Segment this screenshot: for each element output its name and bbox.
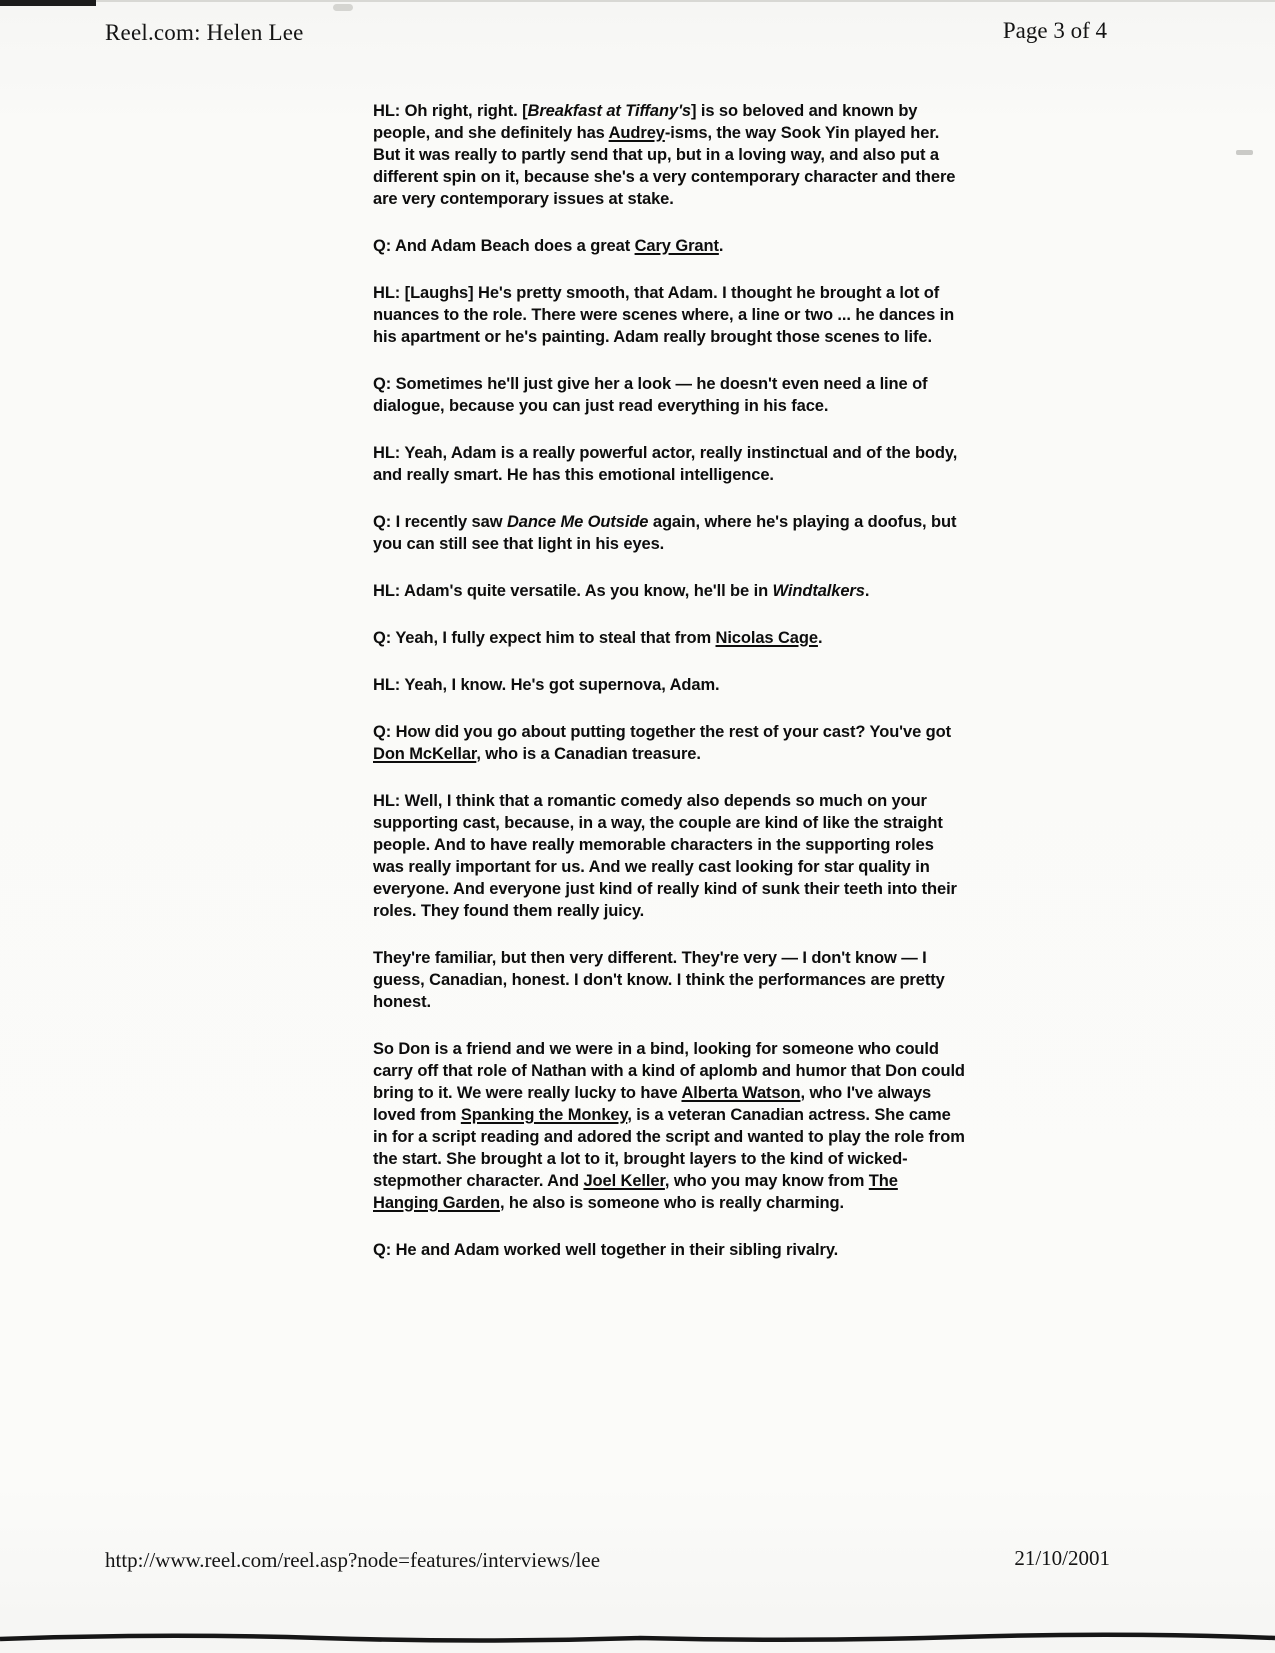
transcript-paragraph [373, 1239, 965, 1261]
text-segment: , who you may know from [664, 1172, 869, 1190]
transcript-paragraph [373, 580, 965, 602]
text-segment: , who I've always loved from [373, 1084, 932, 1124]
scan-bottom-line-svg [0, 1630, 1275, 1648]
text-segment: , is a veteran Canadian actress. She came in for a script reading and adored the script and wanted to play the role from the start. She brought a lot to it, brought layers to the kind of wicked-stepmother character. And [373, 1106, 965, 1190]
link-don-mckellar[interactable]: Don McKellar [373, 745, 477, 763]
link-nicolas-cage[interactable]: Nicolas Cage [715, 629, 818, 647]
scan-smudge-artifact [333, 4, 353, 11]
page-header-title: Reel.com: Helen Lee [105, 20, 304, 45]
transcript [373, 100, 965, 1286]
text-segment: Q: He and Adam worked well together in their sibling rivalry. [373, 1241, 839, 1259]
text-segment: ] is so beloved and known by people, and she definitely has [373, 102, 918, 142]
link-cary-grant[interactable]: Cary Grant [634, 237, 719, 255]
transcript-paragraph [373, 442, 965, 486]
text-segment: HL: Yeah, Adam is a really powerful actor, really instinctual and of the body, and really smart. He has this emotional intelligence. [373, 444, 958, 484]
text-segment: , who is a Canadian treasure. [476, 745, 701, 763]
scan-top-edge-artifact [0, 0, 1275, 2]
text-segment: Q: Yeah, I fully expect him to steal that from [373, 629, 716, 647]
footer-date: 21/10/2001 [1014, 1546, 1110, 1570]
transcript-paragraph [373, 790, 965, 922]
scan-bottom-line-artifact [0, 1630, 1275, 1648]
text-segment: . [718, 237, 724, 255]
transcript-paragraph [373, 100, 965, 210]
scan-smudge-artifact [1236, 150, 1253, 155]
transcript-paragraph [373, 1038, 965, 1214]
transcript-paragraph [373, 674, 965, 696]
text-segment: HL: Oh right, right. [ [373, 102, 528, 120]
link-alberta-watson[interactable]: Alberta Watson [681, 1084, 801, 1102]
text-segment: HL: Adam's quite versatile. As you know, he'll be in [373, 582, 773, 600]
transcript-paragraph [373, 282, 965, 348]
scan-corner-artifact [0, 0, 96, 6]
text-segment: again, where he's playing a doofus, but you can still see that light in his eyes. [373, 513, 957, 553]
text-segment: Q: And Adam Beach does a great [373, 237, 635, 255]
text-segment: Q: Sometimes he'll just give her a look — he doesn't even need a line of dialogue, because you can just read everything in his face. [373, 375, 928, 415]
link-spanking-the-monkey[interactable]: Spanking the Monkey [460, 1106, 628, 1124]
text-segment: HL: Yeah, I know. He's got supernova, Adam. [373, 676, 720, 694]
text-segment: . [817, 629, 823, 647]
link-joel-keller[interactable]: Joel Keller [583, 1172, 665, 1190]
transcript-paragraph [373, 947, 965, 1013]
text-segment: Q: I recently saw [373, 513, 507, 531]
text-segment: So Don is a friend and we were in a bind, looking for someone who could carry off that role of Nathan with a kind of aplomb and humor that Don could bring to it. We were really lucky to have [373, 1040, 965, 1102]
transcript-paragraph [373, 373, 965, 417]
link-audrey[interactable]: Audrey [608, 124, 665, 142]
text-segment: They're familiar, but then very different. They're very — I don't know — I guess, Canadian, honest. I don't know. I think the performances are pretty honest. [373, 949, 945, 1011]
text-segment: , he also is someone who is really charming. [499, 1194, 845, 1212]
transcript-paragraph [373, 721, 965, 765]
film-title-text: Windtalkers [772, 582, 865, 600]
film-title-text: Breakfast at Tiffany's [527, 102, 691, 120]
text-segment: Q: How did you go about putting together the rest of your cast? You've got [373, 723, 951, 741]
footer-url: http://www.reel.com/reel.asp?node=features/interviews/lee [105, 1548, 601, 1572]
transcript-paragraph [373, 627, 965, 649]
transcript-paragraph [373, 511, 965, 555]
text-segment: HL: Well, I think that a romantic comedy also depends so much on your supporting cast, because, in a way, the couple are kind of like the straight people. And to have really memorable characters in the supporting roles was really important for us. And we really cast looking for star quality in everyone. And everyone just kind of really kind of sunk their teeth into their roles. They found them really juicy. [373, 792, 957, 920]
transcript-paragraph [373, 235, 965, 257]
text-segment: . [864, 582, 870, 600]
film-title-text: Dance Me Outside [506, 513, 649, 531]
page-number: Page 3 of 4 [1002, 18, 1107, 43]
text-segment: -isms, the way Sook Yin played her. But it was really to partly send that up, but in a loving way, and also put a different spin on it, because she's a very contemporary character and there are very contemporary issues at stake. [373, 124, 956, 208]
link-the-hanging-garden[interactable]: The Hanging Garden [373, 1172, 898, 1212]
text-segment: HL: [Laughs] He's pretty smooth, that Adam. I thought he brought a lot of nuances to the role. There were scenes where, a line or two ... he dances in his apartment or he's painting. Adam really brought those scenes to life. [373, 284, 955, 346]
